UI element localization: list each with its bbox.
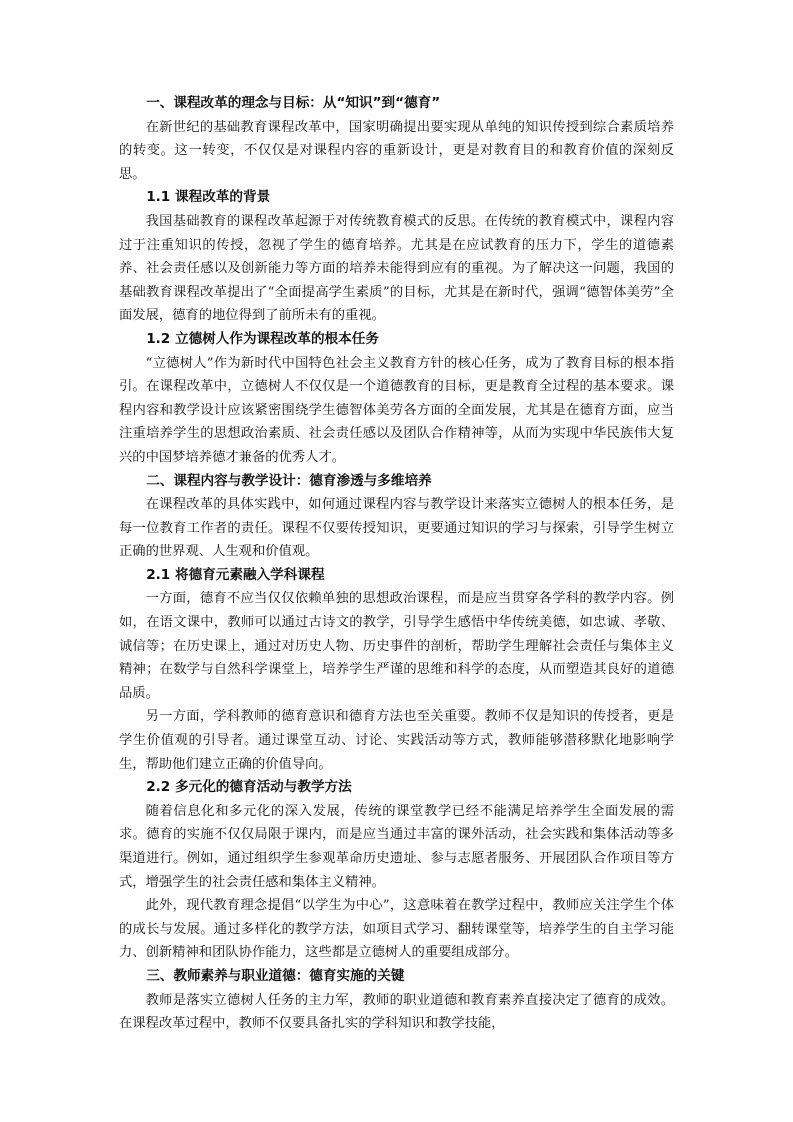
subsection-1-1-paragraph: 我国基础教育的课程改革起源于对传统教育模式的反思。在传统的教育模式中，课程内容过于注重知识的传授，忽视了学生的德育培养。尤其是在应试教育的压力下，学生的道德素养、社会责任感以及创新能力等方面的培养未能得到应有的重视。为了解决这一问题，我国的基础教育课程改革提出了“全面提高学生素质”的目标，尤其是在新时代，强调“德智体美劳”全面发展，德育的地位得到了前所未有的重视。 [119, 213, 674, 324]
section-1-paragraph: 在新世纪的基础教育课程改革中，国家明确提出要实现从单纯的知识传授到综合素质培养的转变。这一转变，不仅仅是对课程内容的重新设计，更是对教育目的和教育价值的深刻反思。 [119, 119, 674, 182]
subsection-2-2-heading: 2.2 多元化的德育活动与教学方法 [146, 779, 352, 796]
section-2-heading: 二、课程内容与教学设计：德育渗透与多维培养 [146, 472, 432, 489]
subsection-2-2-paragraph-2: 此外，现代教育理念提倡“以学生为中心”，这意味着在教学过程中，教师应关注学生个体的成长与发展。通过多样化的教学方法，如项目式学习、翻转课堂等，培养学生的自主学习能力、创新精神和团队协作能力，这些都是立德树人的重要组成部分。 [119, 898, 674, 961]
section-3-heading: 三、教师素养与职业道德：德育实施的关键 [146, 967, 405, 984]
section-2-paragraph: 在课程改革的具体实践中，如何通过课程内容与教学设计来落实立德树人的根本任务，是每一位教育工作者的责任。课程不仅要传授知识，更要通过知识的学习与探索，引导学生树立正确的世界观、人生观和价值观。 [119, 497, 674, 560]
subsection-2-1-heading: 2.1 将德育元素融入学科课程 [146, 566, 325, 583]
section-3-paragraph: 教师是落实立德树人任务的主力军，教师的职业道德和教育素养直接决定了德育的成效。在课程改革过程中，教师不仅要具备扎实的学科知识和教学技能， [119, 992, 674, 1032]
subsection-1-2-paragraph: “立德树人”作为新时代中国特色社会主义教育方针的核心任务，成为了教育目标的根本指引。在课程改革中，立德树人不仅仅是一个道德教育的目标，更是教育全过程的基本要求。课程内容和教学设计应该紧密围绕学生德智体美劳各方面的全面发展，尤其是在德育方面，应当注重培养学生的思想政治素质、社会责任感以及团队合作精神等，从而为实现中华民族伟大复兴的中国梦培养德才兼备的优秀人才。 [119, 355, 674, 465]
subsection-2-1-paragraph-1: 一方面，德育不应当仅仅依赖单独的思想政治课程，而是应当贯穿各学科的教学内容。例如，在语文课中，教师可以通过古诗文的教学，引导学生感悟中华传统美德，如忠诚、孝敬、诚信等；在历史课上，通过对历史人物、历史事件的剖析，帮助学生理解社会责任与集体主义精神；在数学与自然科学课堂上，培养学生严谨的思维和科学的态度，从而塑造其良好的道德品质。 [119, 591, 674, 701]
section-1-heading: 一、课程改革的理念与目标：从“知识”到“德育” [146, 95, 441, 111]
subsection-2-1-paragraph-2: 另一方面，学科教师的德育意识和德育方法也至关重要。教师不仅是知识的传授者，更是学生价值观的引导者。通过课堂互动、讨论、实践活动等方式，教师能够潜移默化地影响学生，帮助他们建立正确的价值导向。 [119, 709, 674, 772]
document-page [119, 92, 674, 1036]
subsection-2-2-paragraph-1: 随着信息化和多元化的深入发展，传统的课堂教学已经不能满足培养学生全面发展的需求。德育的实施不仅仅局限于课内，而是应当通过丰富的课外活动，社会实践和集体活动等多渠道进行。例如，通过组织学生参观革命历史遗址、参与志愿者服务、开展团队合作项目等方式，增强学生的社会责任感和集体主义精神。 [119, 803, 674, 890]
subsection-1-1-heading: 1.1 课程改革的背景 [146, 189, 271, 206]
subsection-1-2-heading: 1.2 立德树人作为课程改革的根本任务 [146, 330, 379, 347]
